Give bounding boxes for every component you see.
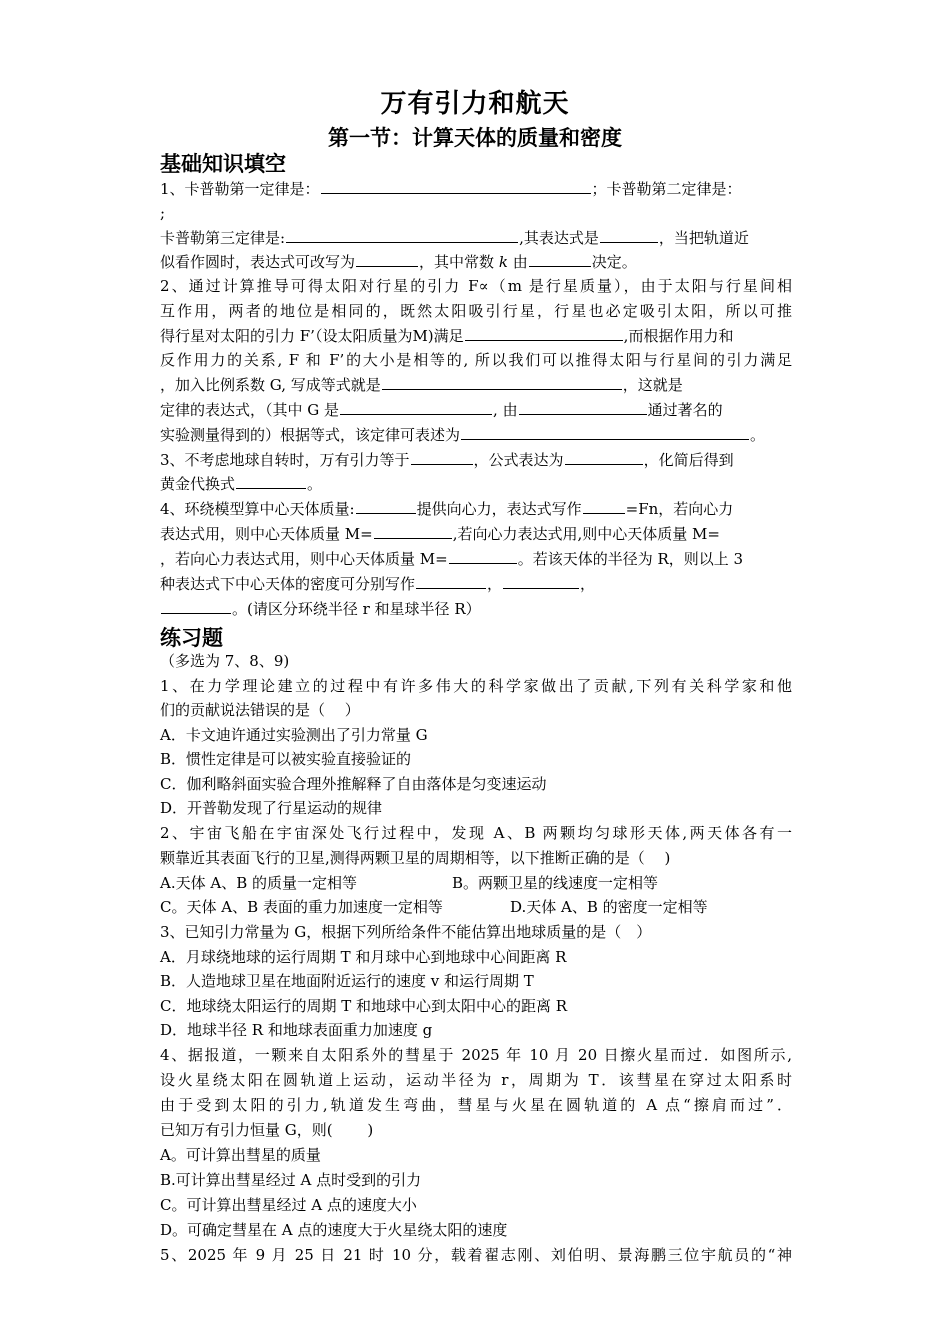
text: ，公式表达为: [473, 451, 564, 469]
text: 种表达式下中心天体的密度可分别写作: [160, 575, 416, 593]
blank: [449, 548, 517, 564]
basic-line-5: 2、通过计算推导可得太阳对行星的引力 F∝（m 是行星质量），由于太阳与行星间相: [160, 277, 792, 295]
basic-line-18: [160, 598, 792, 619]
section-heading-exercise: 练习题: [160, 625, 223, 650]
text: =Fn，若向心力: [625, 500, 734, 518]
question-3-stem: 3、已知引力常量为 G，根据下列所给条件不能估算出地球质量的是（ ）: [160, 923, 652, 941]
text: 表达式用，则中心天体质量 M=: [160, 525, 373, 543]
blank: [374, 523, 452, 539]
blank: [416, 573, 486, 589]
text: 由: [512, 253, 528, 271]
question-3-option-a: A．月球绕地球的运行周期 T 和月球中心到地球中心间距离 R: [160, 948, 567, 966]
text: ，这就是: [622, 376, 683, 394]
text: ，: [487, 575, 503, 593]
blank: [382, 374, 622, 390]
blank: [583, 498, 625, 514]
blank: [519, 399, 647, 415]
text: 4、环绕模型算中心天体质量:: [160, 500, 355, 518]
question-1-option-b: B．惯性定律是可以被实验直接验证的: [160, 750, 412, 768]
text: 3、不考虑地球自转时，万有引力等于: [160, 451, 410, 469]
blank: [356, 498, 416, 514]
question-2-stem-cont: 颗靠近其表面飞行的卫星,测得两颗卫星的周期相等，以下推断正确的是（ ): [160, 849, 671, 867]
text: 黄金代换式: [160, 475, 236, 493]
basic-line-11: [160, 424, 792, 445]
question-3-option-b: B．人造地球卫星在地面附近运行的速度 v 和运行周期 T: [160, 972, 534, 990]
text: ，其中常数: [419, 253, 495, 271]
text: ，: [580, 575, 596, 593]
question-2-option-b: B。两颗卫星的线速度一定相等: [452, 874, 659, 892]
text: 通过著名的: [647, 401, 723, 419]
text: ，加入比例系数 G, 写成等式就是: [160, 376, 381, 394]
question-1-option-a: A．卡文迪许通过实验测出了引力常量 G: [160, 726, 428, 744]
text: ；卡普勒第二定律是：: [591, 180, 742, 198]
text: 。: [307, 475, 323, 493]
blank: [465, 325, 623, 341]
text: 提供向心力，表达式写作: [416, 500, 582, 518]
question-1-option-c: C．伽利略斜面实验合理外推解释了自由落体是匀变速运动: [160, 775, 547, 793]
blank: [503, 573, 579, 589]
blank: [565, 449, 643, 465]
text: 实验测量得到的）根据等式，该定律可表述为: [160, 426, 461, 444]
basic-line-12: [160, 449, 792, 470]
text: 似看作圆时，表达式可改写为: [160, 253, 356, 271]
question-4-stem-cont-1: 设火星绕太阳在圆轨道上运动，运动半径为 r，周期为 T．该彗星在穿过太阳系时: [160, 1071, 792, 1089]
basic-line-13: [160, 473, 792, 494]
text: ,而根据作用力和: [623, 327, 734, 345]
basic-line-17: [160, 573, 792, 594]
text: ，化简后得到: [643, 451, 734, 469]
text: ，若向心力表达式用，则中心天体质量 M=: [160, 550, 448, 568]
basic-line-16: [160, 548, 792, 569]
text: , 由: [493, 401, 518, 419]
question-1-stem: 1、在力学理论建立的过程中有许多伟大的科学家做出了贡献,下列有关科学家和他: [160, 677, 792, 695]
blank: [461, 424, 749, 440]
blank: [321, 178, 591, 194]
text: 。: [750, 426, 766, 444]
text: 。(请区分环绕半径 r 和星球半径 R）: [232, 600, 481, 618]
section-heading-basic: 基础知识填空: [160, 151, 286, 176]
blank: [529, 251, 591, 267]
blank: [161, 598, 231, 614]
question-4-option-b: B.可计算出彗星经过 A 点时受到的引力: [160, 1171, 422, 1189]
basic-line-10: [160, 399, 792, 420]
text: 1、卡普勒第一定律是：: [160, 180, 320, 198]
text: ，当把轨道近: [658, 229, 749, 247]
basic-line-6: 互作用，两者的地位是相同的，既然太阳吸引行星，行星也必定吸引太阳，所以可推: [160, 302, 792, 320]
constant-k: k: [498, 253, 508, 271]
basic-line-4: [160, 251, 792, 272]
text: ;: [160, 204, 166, 222]
question-2-stem: 2、宇宙飞船在宇宙深处飞行过程中，发现 A、B 两颗均匀球形天体,两天体各有一: [160, 824, 792, 842]
blank: [340, 399, 492, 415]
basic-line-1: [160, 178, 792, 199]
page-subtitle: 第一节：计算天体的质量和密度: [328, 125, 622, 150]
text: 卡普勒第三定律是:: [160, 229, 286, 247]
basic-line-14: [160, 498, 792, 519]
text: ,若向心力表达式用,则中心天体质量 M=: [452, 525, 720, 543]
basic-line-2: [160, 203, 792, 223]
question-4-option-a: A。可计算出彗星的质量: [160, 1146, 321, 1164]
text: 得行星对太阳的引力 F’（设太阳质量为M)满足: [160, 327, 464, 345]
basic-line-9: [160, 374, 792, 395]
blank: [600, 227, 658, 243]
question-2-options-cd: [160, 897, 792, 917]
question-4-option-d: D。可确定彗星在 A 点的速度大于火星绕太阳的速度: [160, 1221, 508, 1239]
basic-line-15: [160, 523, 792, 544]
text: 定律的表达式，（其中 G 是: [160, 401, 340, 419]
question-2-option-a: A.天体 A、B 的质量一定相等: [160, 874, 357, 892]
text: ,其表达式是: [519, 229, 599, 247]
blank: [356, 251, 418, 267]
blank: [236, 473, 306, 489]
basic-line-3: [160, 227, 792, 248]
question-4-option-c: C。可计算出彗星经过 A 点的速度大小: [160, 1196, 417, 1214]
question-3-option-c: C．地球绕太阳运行的周期 T 和地球中心到太阳中心的距离 R: [160, 997, 568, 1015]
text: 决定。: [591, 253, 637, 271]
question-5-stem: 5、2025 年 9 月 25 日 21 时 10 分，载着翟志刚、刘伯明、景海鹏三位宇航员的“神: [160, 1246, 792, 1264]
basic-line-8: 反作用力的关系, F 和 F’的大小是相等的, 所以我们可以推得太阳与行星间的引力满足: [160, 351, 792, 369]
basic-line-7: [160, 325, 792, 346]
question-2-option-d: D.天体 A、B 的密度一定相等: [510, 898, 708, 916]
blank: [411, 449, 473, 465]
question-3-option-d: D．地球半径 R 和地球表面重力加速度 g: [160, 1021, 433, 1039]
text: 。若该天体的半径为 R，则以上 3: [517, 550, 744, 568]
page-title: 万有引力和航天: [380, 89, 570, 119]
question-2-option-c: C。天体 A、B 表面的重力加速度一定相等: [160, 898, 443, 916]
question-4-stem: 4、据报道，一颗来自太阳系外的彗星于 2025 年 10 月 20 日擦火星而过．如图所示,: [160, 1046, 792, 1064]
question-1-option-d: D．开普勒发现了行星运动的规律: [160, 799, 383, 817]
question-4-stem-cont-3: 已知万有引力恒量 G，则( ): [160, 1121, 374, 1139]
question-1-stem-cont: 们的贡献说法错误的是（ ）: [160, 701, 360, 719]
exercise-note: （多选为 7、8、9): [160, 652, 290, 670]
question-2-options-ab: [160, 873, 792, 893]
question-4-stem-cont-2: 由于受到太阳的引力,轨道发生弯曲，彗星与火星在圆轨道的 A 点“擦肩而过”．: [160, 1096, 792, 1114]
blank: [286, 227, 518, 243]
